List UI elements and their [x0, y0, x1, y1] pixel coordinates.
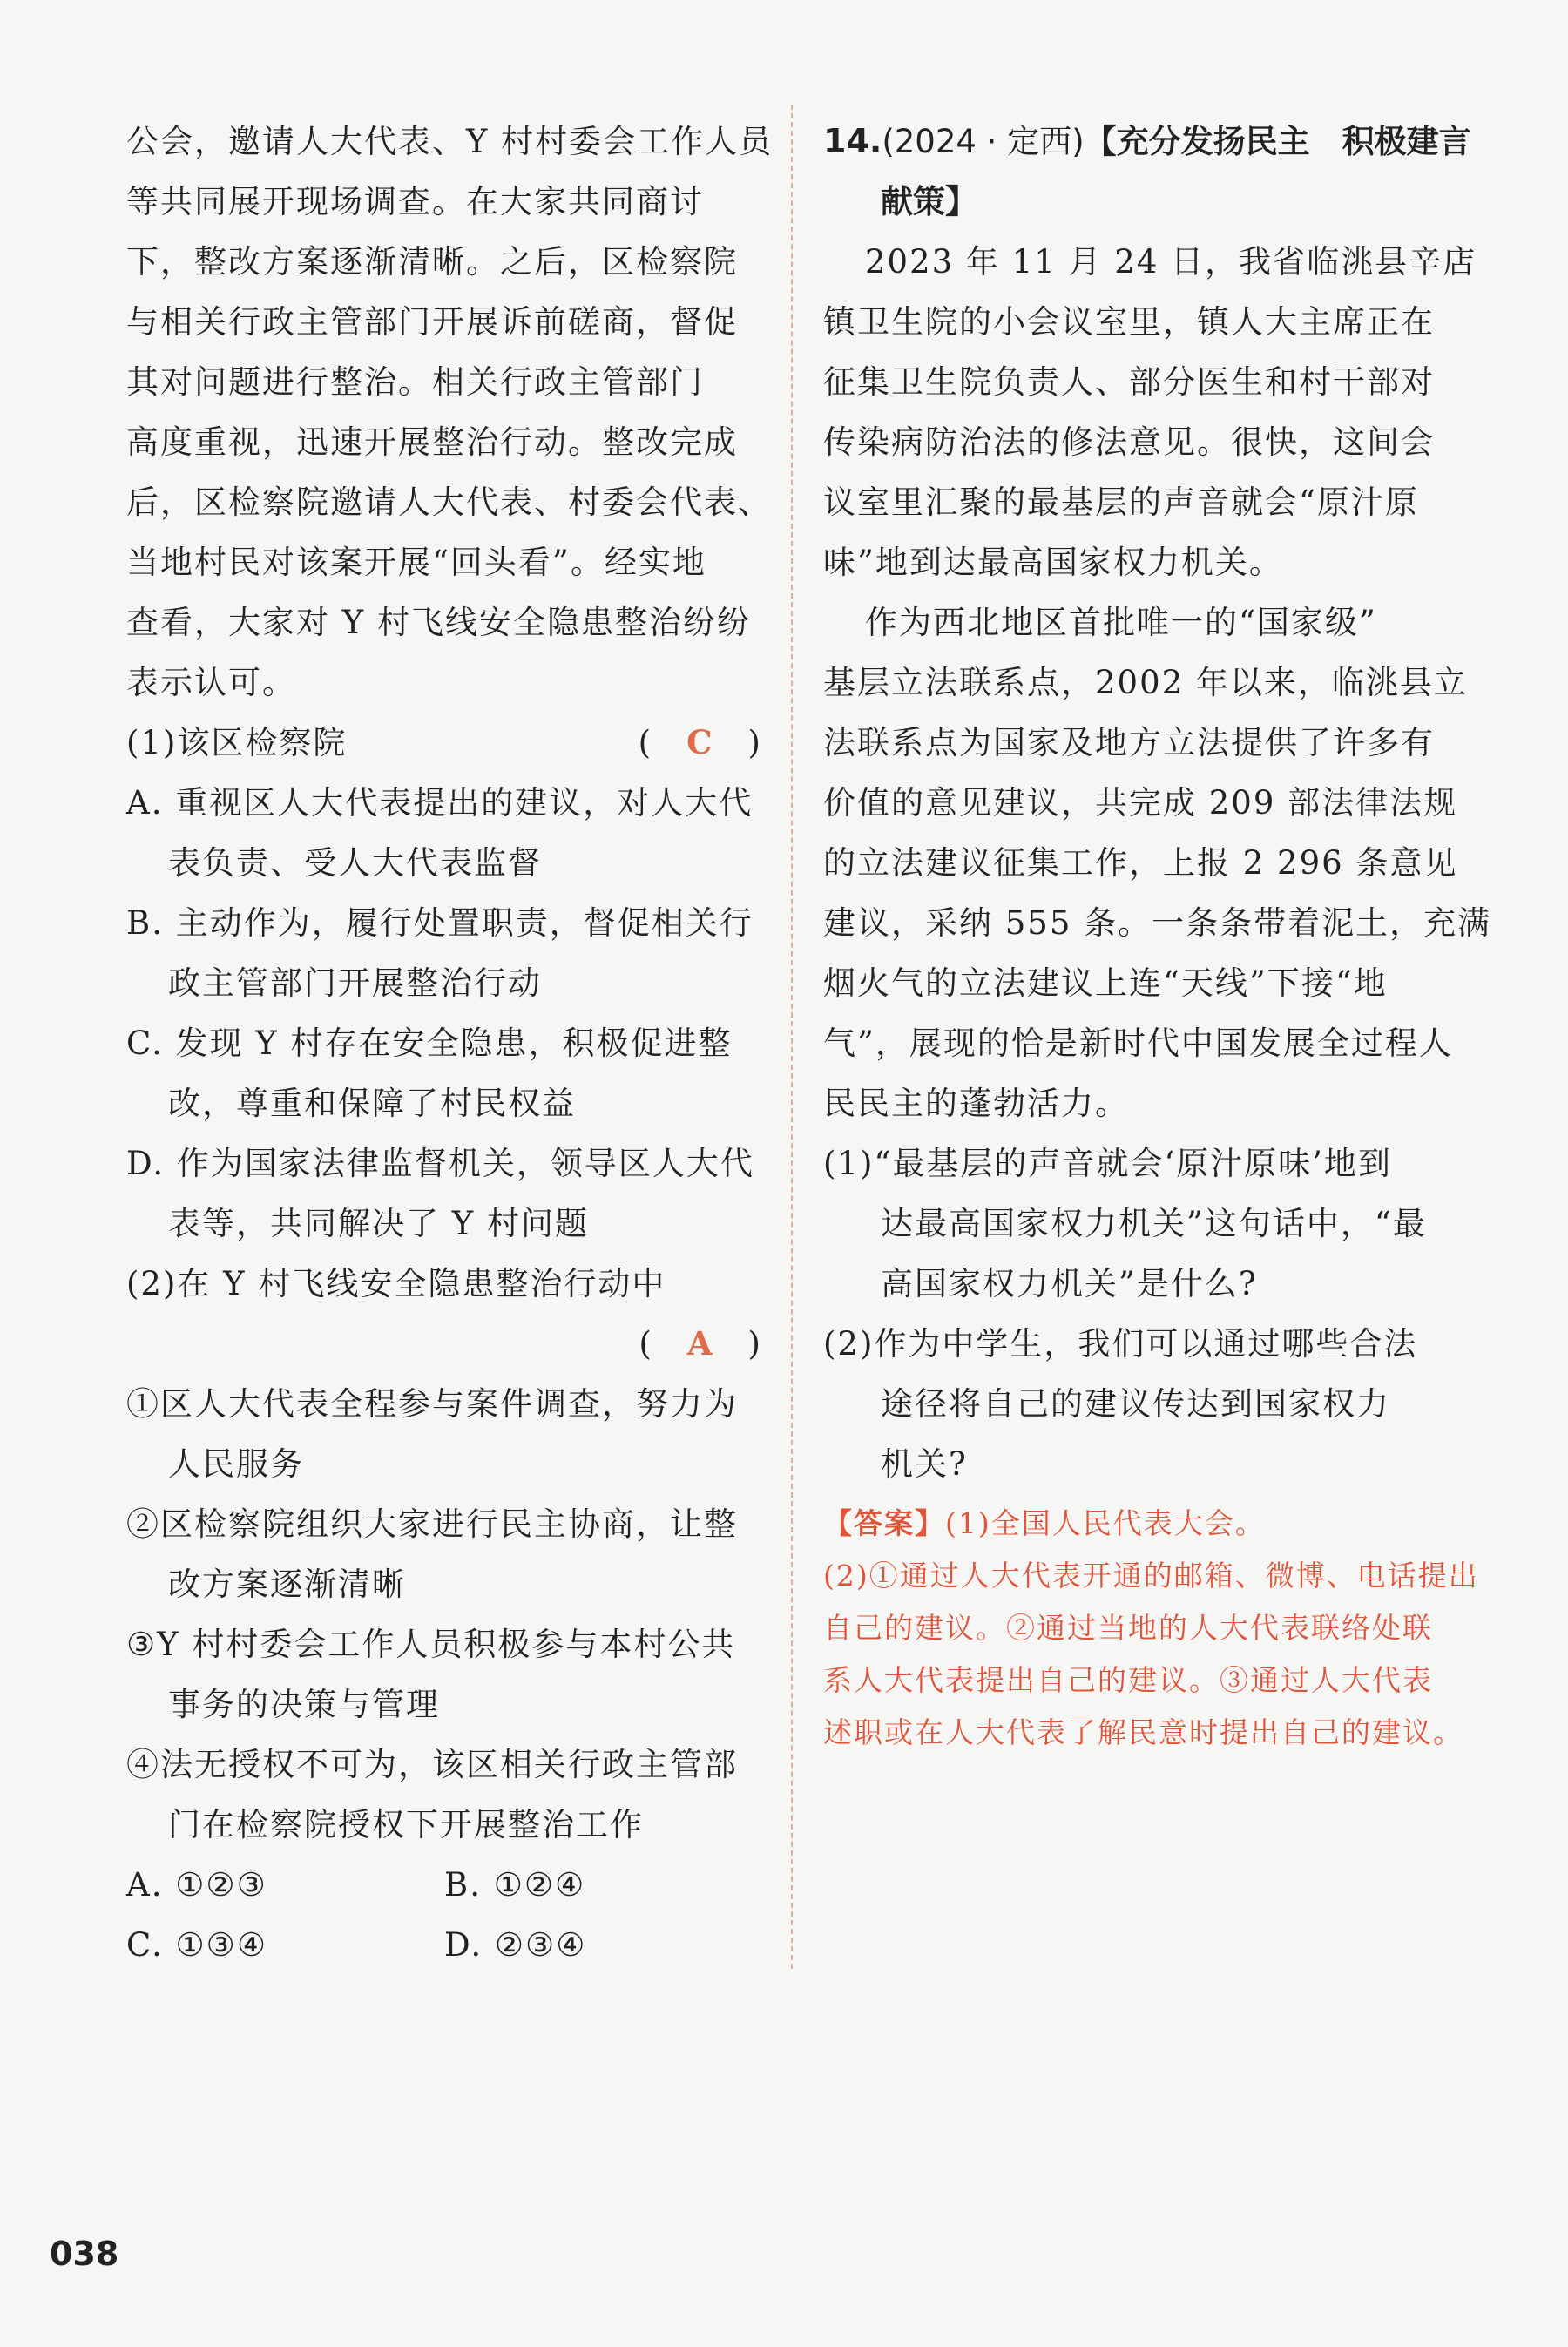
question-title-cont: 献策】	[881, 183, 977, 220]
passage-line: 下，整改方案逐渐清晰。之后，区检察院	[126, 243, 738, 281]
column-divider	[791, 105, 793, 1969]
paragraph-line: 传染病防治法的修法意见。很快，这间会	[823, 423, 1435, 461]
statement-3: ③Y 村村委会工作人员积极参与本村公共	[126, 1626, 736, 1663]
paragraph-line: 烟火气的立法建议上连“天线”下接“地	[823, 964, 1388, 1002]
answer-1: C	[686, 723, 714, 761]
question-number: 14.	[823, 122, 882, 160]
passage	[126, 112, 774, 713]
statement-4: ④法无授权不可为，该区相关行政主管部	[126, 1746, 738, 1783]
sub-question-1	[823, 1133, 1507, 1314]
answer-2: A	[686, 1324, 714, 1363]
question-1-stem: (1)该区检察院 ( C )	[126, 713, 762, 773]
passage-line: 高度重视，迅速开展整治行动。整改完成	[126, 423, 738, 461]
paragraph-line: 法联系点为国家及地方立法提供了许多有	[823, 724, 1435, 761]
answer-line: 自己的建议。②通过当地的人大代表联络处联	[823, 1611, 1433, 1645]
answer-block	[823, 1498, 1507, 1759]
choices-row	[126, 1855, 762, 1915]
option-c: C. 发现 Y 村存在安全隐患，积极促进整	[126, 1025, 733, 1062]
passage-line: 与相关行政主管部门开展诉前磋商，督促	[126, 303, 738, 341]
choice-b: B. ①②④	[444, 1866, 586, 1904]
choice-d: D. ②③④	[444, 1926, 587, 1964]
statement-3-cont: 事务的决策与管理	[168, 1686, 440, 1723]
sub-question-line: 高国家权力机关”是什么?	[881, 1265, 1258, 1302]
answer-bracket: ( A )	[639, 1324, 762, 1363]
left-column	[126, 112, 774, 1975]
passage-line: 当地村民对该案开展“回头看”。经实地	[126, 544, 706, 581]
question-1-options	[126, 773, 762, 1254]
sub-question-line: 途径将自己的建议传达到国家权力	[881, 1385, 1390, 1423]
paragraph-line: 基层立法联系点，2002 年以来，临洮县立	[823, 664, 1468, 701]
choices-row	[126, 1915, 762, 1975]
paragraph-line: 气”，展现的恰是新时代中国发展全过程人	[823, 1025, 1453, 1062]
option-d: D. 作为国家法律监督机关，领导区人大代	[126, 1145, 754, 1182]
option-a-cont: 表负责、受人大代表监督	[168, 844, 542, 882]
passage-line: 表示认可。	[126, 664, 296, 701]
question-source: (2024 · 定西)	[882, 123, 1085, 160]
question-2-items	[126, 1374, 762, 1855]
paragraph-line: 民民主的蓬勃活力。	[823, 1085, 1129, 1122]
question-title: 【充分发扬民主 积极建言	[1084, 123, 1471, 160]
paragraph-line: 议室里汇聚的最基层的声音就会“原汁原	[823, 484, 1419, 521]
option-b-cont: 政主管部门开展整治行动	[168, 964, 542, 1002]
option-c-cont: 改，尊重和保障了村民权益	[168, 1085, 576, 1122]
paragraph-line: 镇卫生院的小会议室里，镇人大主席正在	[823, 303, 1435, 341]
statement-1-cont: 人民服务	[168, 1445, 304, 1483]
statement-2: ②区检察院组织大家进行民主协商，让整	[126, 1505, 738, 1543]
answer-bracket: ( C )	[638, 723, 762, 761]
question-2-stem: (2)在 Y 村飞线安全隐患整治行动中	[126, 1265, 666, 1302]
statement-2-cont: 改方案逐渐清晰	[168, 1566, 406, 1603]
paragraph-line: 作为西北地区首批唯一的“国家级”	[865, 604, 1377, 641]
passage-line: 其对问题进行整治。相关行政主管部门	[126, 363, 704, 401]
paragraph-line: 的立法建议征集工作，上报 2 296 条意见	[823, 844, 1458, 882]
answer-line: 系人大代表提出自己的建议。③通过人大代表	[823, 1663, 1433, 1697]
option-a: A. 重视区人大代表提出的建议，对人大代	[126, 784, 754, 822]
paragraph-line: 建议，采纳 555 条。一条条带着泥土，充满	[823, 904, 1492, 942]
answer-line: (2)①通过人大代表开通的邮箱、微博、电话提出	[823, 1559, 1479, 1593]
question-14-heading	[823, 112, 1507, 172]
paragraph-line: 2023 年 11 月 24 日，我省临洮县辛店	[865, 243, 1477, 281]
answer-line: 述职或在人大代表了解民意时提出自己的建议。	[823, 1715, 1463, 1749]
paragraph-2	[823, 592, 1507, 1133]
passage-line: 等共同展开现场调查。在大家共同商讨	[126, 183, 704, 220]
sub-question-line: (2)作为中学生，我们可以通过哪些合法	[823, 1325, 1418, 1363]
page-number: 038	[50, 2235, 119, 2273]
paragraph-line: 价值的意见建议，共完成 209 部法律法规	[823, 784, 1458, 822]
paragraph-line: 味”地到达最高国家权力机关。	[823, 544, 1283, 581]
option-b: B. 主动作为，履行处置职责，督促相关行	[126, 904, 754, 942]
right-column	[823, 112, 1507, 1759]
sub-question-line: 机关?	[881, 1445, 968, 1483]
passage-line: 公会，邀请人大代表、Y 村村委会工作人员	[126, 123, 774, 160]
sub-question-2	[823, 1314, 1507, 1494]
paragraph-line: 征集卫生院负责人、部分医生和村干部对	[823, 363, 1435, 401]
sub-question-line: (1)“最基层的声音就会‘原汁原味’地到	[823, 1145, 1392, 1182]
passage-line: 查看，大家对 Y 村飞线安全隐患整治纷纷	[126, 604, 751, 641]
passage-line: 后，区检察院邀请人大代表、村委会代表、	[126, 484, 772, 521]
statement-4-cont: 门在检察院授权下开展整治工作	[168, 1806, 644, 1843]
paragraph-1	[823, 232, 1507, 592]
answer-line: 【答案】(1)全国人民代表大会。	[823, 1506, 1266, 1540]
answer-tag: 【答案】	[823, 1506, 945, 1540]
choice-c: C. ①③④	[126, 1926, 268, 1964]
statement-1: ①区人大代表全程参与案件调查，努力为	[126, 1385, 738, 1423]
sub-question-line: 达最高国家权力机关”这句话中，“最	[881, 1205, 1427, 1242]
choice-a: A. ①②③	[126, 1866, 267, 1904]
option-d-cont: 表等，共同解决了 Y 村问题	[168, 1205, 589, 1242]
